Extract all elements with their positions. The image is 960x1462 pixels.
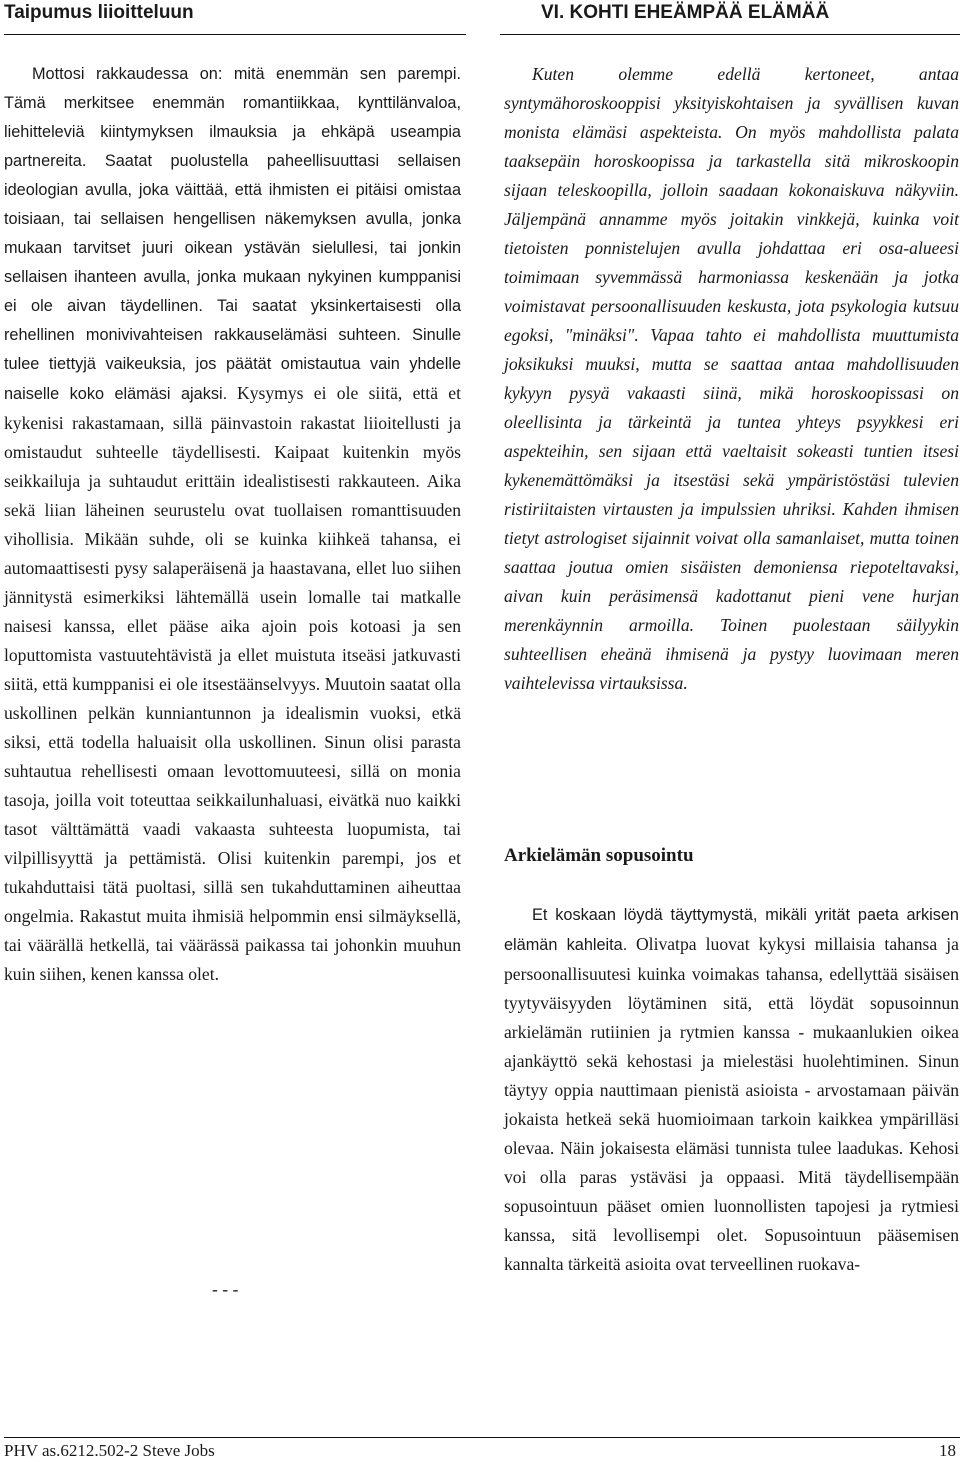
right-column [504,60,959,698]
chapter-title: VI. KOHTI EHEÄMPÄÄ ELÄMÄÄ [541,2,830,23]
paragraph-serif-text: Kysymys ei ole siitä, että et kykenisi rakastamaan, sillä päinvastoin rakastat liioitellusti ja omistaudut suhteelle täydellisesti. Kaipaat kuitenkin myös seikkailuja ja suhtaudut erittäin idealistisesti rakkauteen. Aika sekä liian läheinen seurustelu ovat tuollaisen romanttisuuden vihollisia. Mikään suhde, oli se kuinka kiihkeä tahansa, ei automaattisesti pysy salaperäisenä ja haastavana, ellet luo siihen jännitystä esimerkiksi lähtemällä usein lomalle tai matkalle naisesi kanssa, ellet pääse aika ajoin pois kotoasi ja sen loputtomista vastuutehtävistä ja ellet muistuta itseäsi jatkuvasti siitä, että kumppanisi ei ole itsestäänselvyys. Muutoin saatat olla uskollinen pelkän kunniantunnon ja idealismin vuoksi, etkä siksi, että todella haluaisit olla uskollinen. Sinun olisi parasta suhtautua rehellisesti omaan levottomuuteesi, sillä on monia tasoja, joilla voit toteuttaa seikkailunhaluasi, eivätkä nuo kaikki tasot välttämättä vaadi vakaasta suhteesta luopumista, tai vilpillisyyttä ja pettämistä. Olisi kuitenkin parempi, jos et tukahduttaisi tätä puoltasi, sillä sen tukahduttaminen aiheuttaa ongelmia. Rakastut muita ihmisiä helpommin ensi silmäyksellä, tai väärällä hetkellä, tai väärässä paikassa tai johonkin muuhun kuin siihen, kenen kanssa olet. [4,383,461,984]
right-column-lower [504,901,959,1279]
footer-reference: PHV as.6212.502-2 Steve Jobs [4,1441,215,1460]
paragraph-sans-text: Mottosi rakkaudessa on: mitä enemmän sen parempi. Tämä merkitsee enemmän romantiikkaa, kynttilänvaloa, liehitteleviä kiintymyksen ilmauksia ja ehkäpä useampia partnereita. Saatat puolustella paheellisuuttasi sellaisen ideologian avulla, joka väittää, että ihmisten ei pitäisi omistaa toisiaan, tai sellaisen hengellisen näkemyksen avulla, jonka mukaan tarvitset juuri oikean ystävän sielullesi, tai jonkin sellaisen ihanteen avulla, jonka mukaan nykyinen kumppanisi ei ole aivan täydellinen. Tai saatat yksinkertaisesti olla rehellinen monivivahteisen rakkauselämäsi suhteen. Sinulle tulee tiettyjä vaikeuksia, jos päätät omistautua vain yhdelle naiselle koko elämäsi ajaksi. [4,65,461,403]
section-paragraph [4,60,461,989]
left-column [4,60,461,989]
header-rule-left [4,34,466,35]
page-number: 18 [939,1441,956,1460]
header-rule-right [500,34,960,35]
intro-paragraph: Kuten olemme edellä kertoneet, antaa syntymähoroskooppisi yksityiskohtaisen ja syvällisen kuvan monista elämäsi aspekteista. On myös mahdollista palata taaksepäin horoskoopissa ja tarkastella sitä mikroskoopin sijaan teleskoopilla, jolloin saadaan kokonaiskuva näkyviin. Jäljempänä annamme myös joitakin vinkkejä, kuinka voit tietoisten ponnistelujen avulla johdattaa eri osa-alueesi toimimaan syvemmässä harmoniassa keskenään ja jotka voimistavat persoonallisuuden keskusta, jota psykologia kutsuu egoksi, "minäksi". Vapaa tahto ei mahdollista muuttumista joksikuksi muuksi, mutta se saattaa antaa mahdollisuuden kykyyn pysyä vakaasti siinä, mikä horoskoopissasi on oleellisinta ja tärkeintä ja tuntea yhteys psyykkesi eri aspekteihin, sen sijaan että vaeltaisit sokeasti tuntien itsesi kykenemättömäksi ja itsestäsi sekä ympäristöstäsi tulevien ristiriitaisten virtausten ja impulssien uhriksi. Kahden ihmisen tietyt astrologiset sijainnit voivat olla samanlaiset, mutta toinen saattaa joutua omien sisäisten demoniensa riepoteltavaksi, aivan kuin peräsimensä kadottanut pieni vene hurjan merenkäynnin armoilla. Toinen puolestaan säilyykin suhteellisen eheänä ihmisenä ja pystyy luovimaan meren vaihtelevissa virtauksissa. [504,64,959,693]
section-heading: Arkielämän sopusointu [504,845,694,866]
running-header-left: Taipumus liioitteluun [4,2,194,23]
paragraph-2-serif-text: Olivatpa luovat kykysi millaisia tahansa ja persoonallisuutesi kuinka voimakas tahansa, edellyttää sisäisen tyytyväisyyden löytäminen sitä, että löydät sopusoinnun arkielämän rutiinien ja rytmien kanssa - mukaanlukien oikea ajankäyttö sekä kehostasi ja mielestäsi huolehtiminen. Sinun täytyy oppia nauttimaan pienistä asioista - arvostamaan päivän jokaista hetkeä sekä huomioimaan tarkoin kaikkea ympärilläsi olevaa. Näin jokaisesta elämäsi tunnista tulee laadukas. Kehosi voi olla paras ystäväsi ja oppaasi. Mitä täydellisempään sopusointuun pääset omien luonnollisten tapojesi ja rytmiesi kanssa, sitä levollisempi olet. Sopusointuun pääsemisen kannalta tärkeitä asioita ovat terveellinen ruokava- [504,934,959,1274]
section-paragraph-2 [504,901,959,1279]
section-separator: - - - [212,1279,239,1299]
footer-rule [4,1437,960,1438]
paragraph-2-sans-text: Et koskaan löydä täyttymystä, mikäli yrität paeta arkisen elämän kahleita. [504,906,959,954]
